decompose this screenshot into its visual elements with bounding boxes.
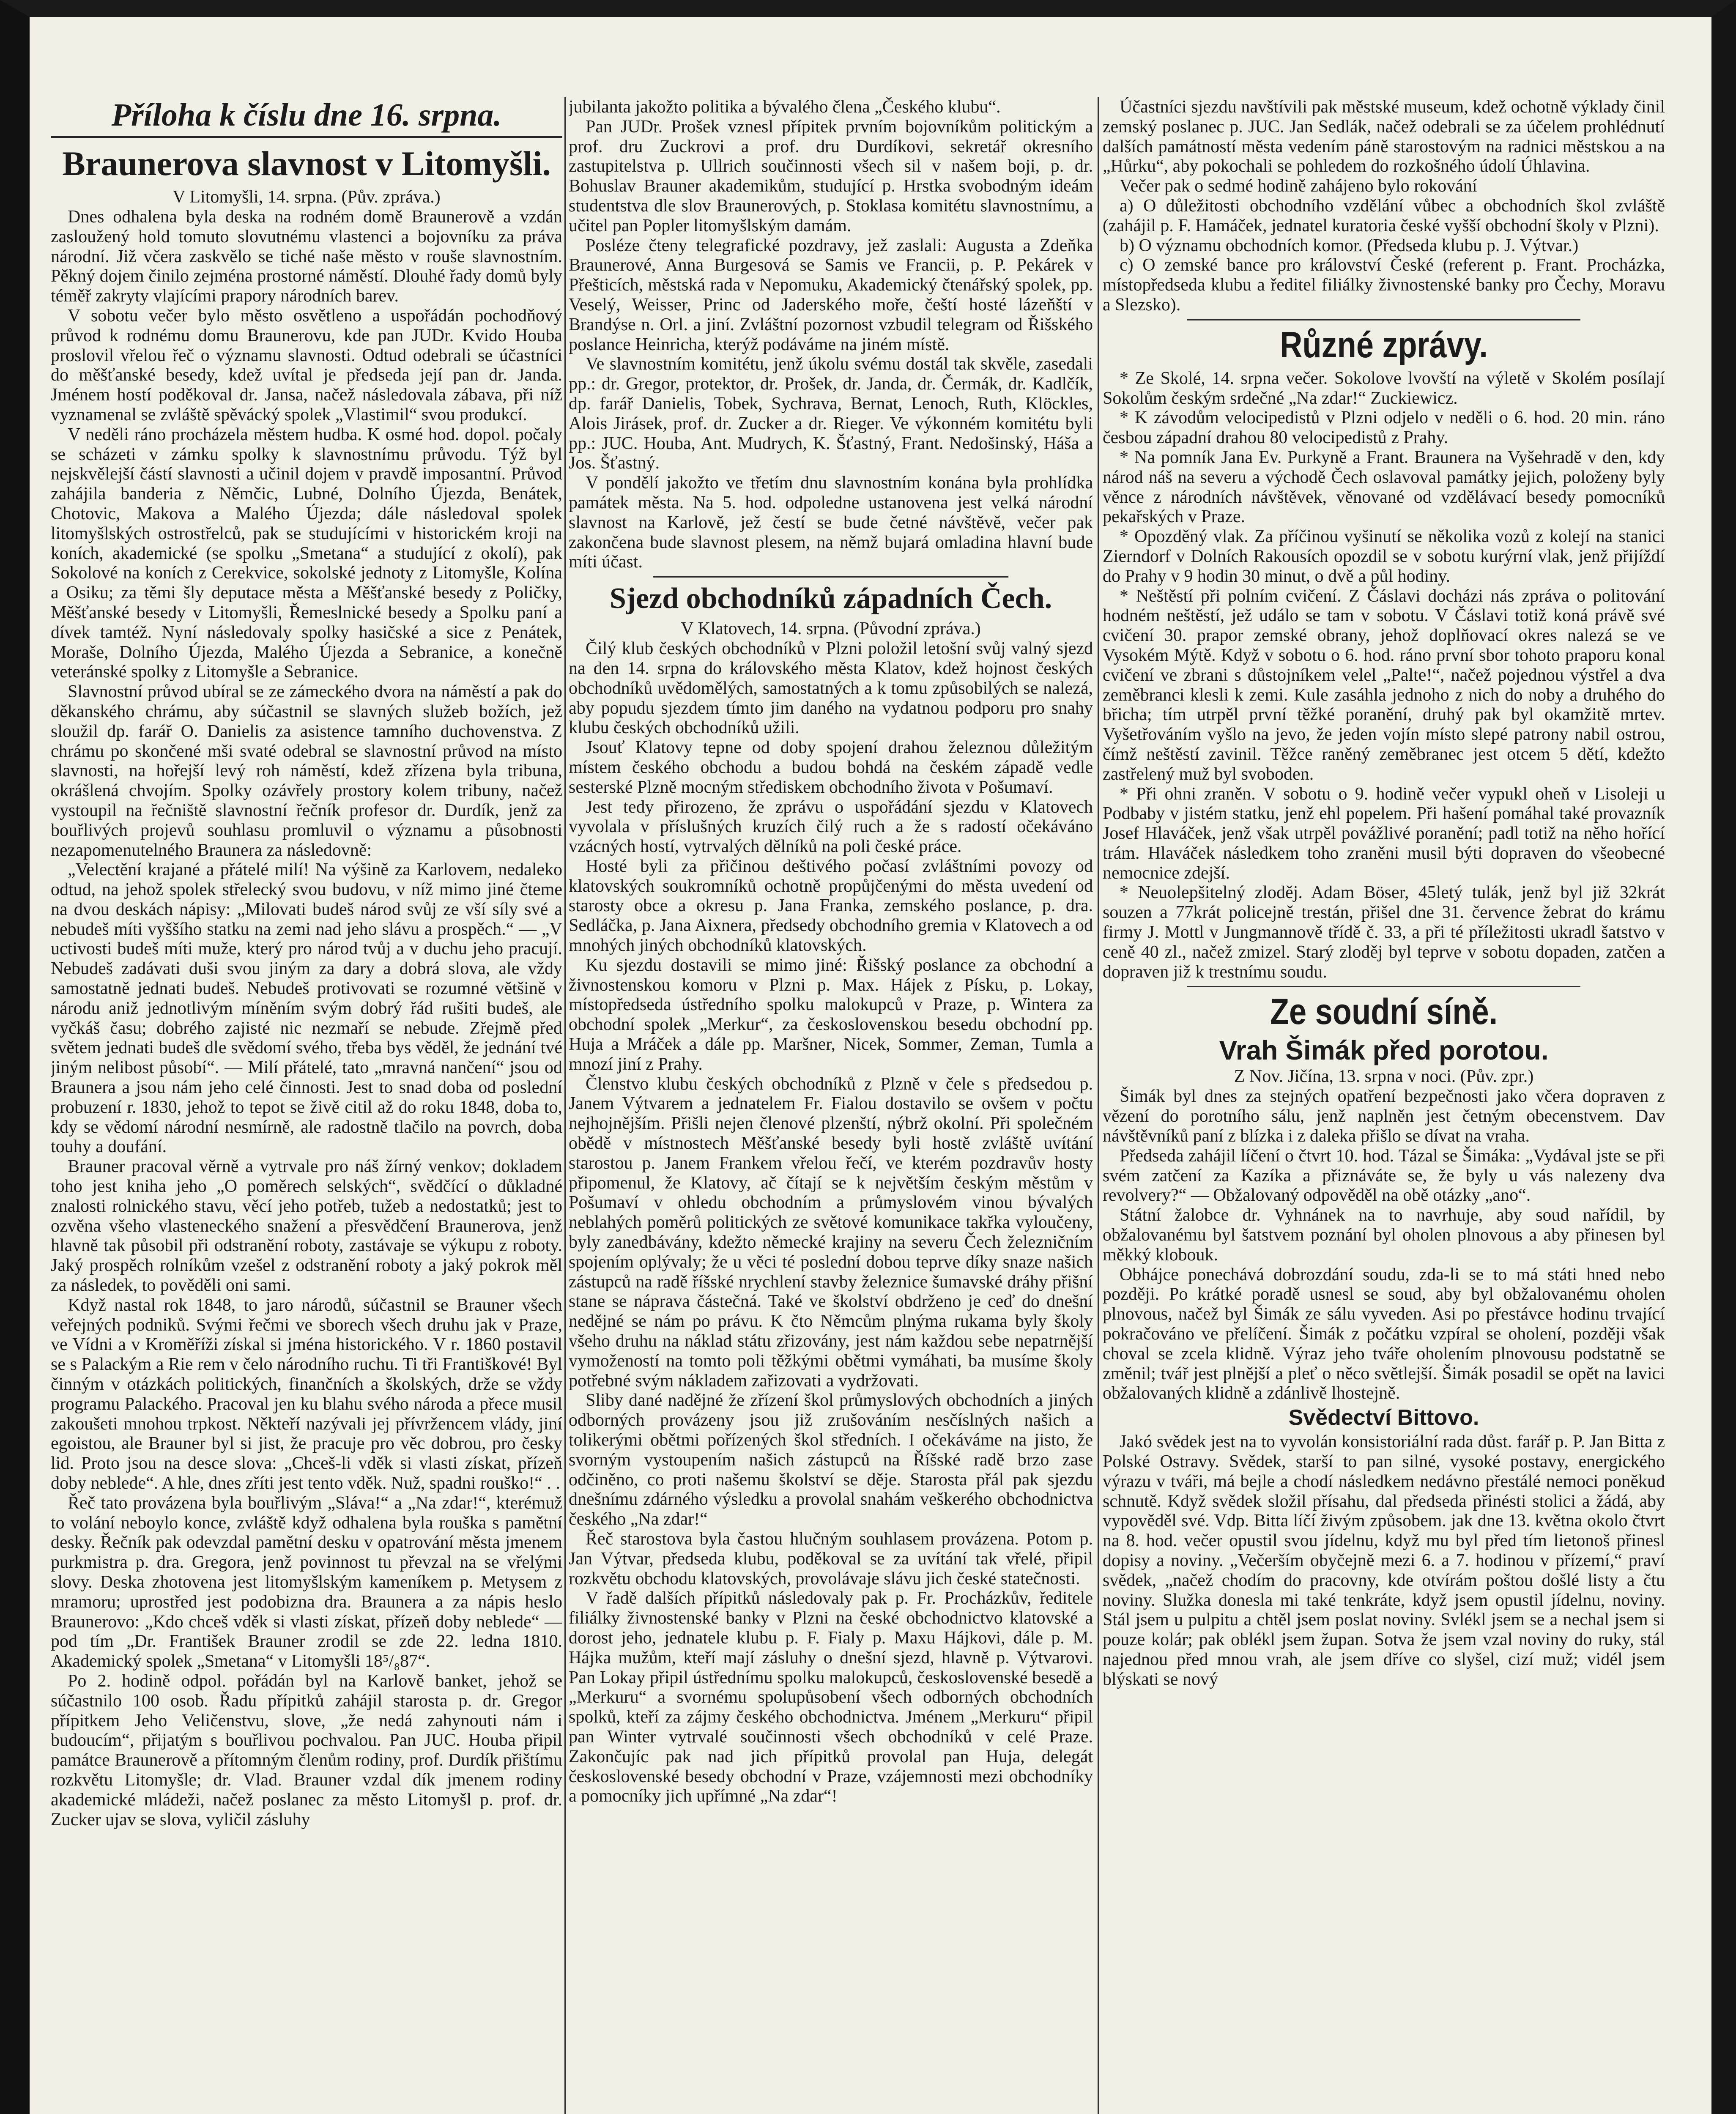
news-item: * Při ohni zraněn. V sobotu o 9. hodině večer vypukl oheň v Lisoleji u Podbaby v jistém statku, jenž ehl popelem. Při hašení pomáhal také provazník Josef Hlaváček, jenž však utrpěl povážlivé poranění; padl totiž na něho hořící trám. Hlaváček následkem toho zraněni musil býti dopraven do všeobecné nemocnice zdejší. [1103, 784, 1665, 883]
paragraph: Dnes odhalena byla deska na rodném domě Braunerově a vzdán zasloužený hold tomuto slovutnému vlastenci a bojovníku za práva národní. Již včera zaskvělo se tiché naše město v rouše slavnostním. Pěkný dojem činilo zejména prostorné náměstí. Dlouhé řady domů byly téměř zakryty vlajícími prapory národních barev. [51, 207, 562, 306]
column-1 [51, 97, 562, 2114]
paragraph: Jsouť Klatovy tepne od doby spojení drahou železnou důležitým místem českého obchodu a budou bohdá na českém západě vedle sesterské Plzně mocným střediskem obchodního života v Pošumaví. [569, 738, 1093, 797]
paragraph: Řeč tato provázena byla bouřlivým „Sláva!“ a „Na zdar!“, kterémuž to volání neboylo konce, zvláště když odhalena byla rouška s pamětní desky. Řečník pak odevzdal pamětní desku v opatrování města jmenem purkmistra p. dra. Gregora, jenž povinnost tu převzal na se vřelými slovy. Deska zhotovena jest litomyšlským kameníkem p. Metysem z mramoru; uprostřed jest podobizna dra. Braunera a za nápis heslo Braunerovo: „Kdo chceš vděk si vlasti získat, přízeň doby neblede“ — pod tím „Dr. František Brauner zrodil se zde 22. ledna 1810. Akademický spolek „Smetana“ v Litomyšli 18⁵/₈87“. [51, 1493, 562, 1671]
paragraph: Čilý klub českých obchodníků v Plzni položil letošní svůj valný sjezd na den 14. srpna do královského města Klatov, kdež hojnost českých obchodníků uvědomělých, samostatných a k tomu způsobilých se nalezá, aby popudu sjezdem tímto jim daného na vydatnou podporu pro snahy klubu českých obchodníků užili. [569, 639, 1093, 738]
article-title-sjezd: Sjezd obchodníků západních Čech. [609, 582, 1052, 615]
paragraph: V řadě dalších přípitků následovaly pak p. Fr. Procházkův, ředitele filiálky živnostenské banky v Plzni na české obchodnictvo klatovské a dorost jeho, jednatele klubu p. F. Fialy p. Maxu Hájkovi, dále p. M. Hájka mužům, kteří mají zásluhy o dnešní sjezd, hlavně p. Výtvarovi. Pan Lokay připil ústřednímu spolku malokupců, československé besedě a „Merkuru“ a svornému spolupůsobení všech odborných obchodních spolků, kteří za zájmy českého obchodnictva. Jménem „Merkuru“ připil pan Winter vytrvalé součinnosti všech obchodníků v celé Praze. Zakončujíc pak nad jich přípitků provolal pan Huja, delegát československé besedy obchodní v Praze, vzájemnosti mezi obchodníky a pomocníky jich upřímné „Na zdar“! [569, 1588, 1093, 1806]
paragraph: Když nastal rok 1848, to jaro národů, súčastnil se Brauner všech veřejných podniků. Svými řečmi ve sborech všech druhu jak v Praze, ve Vídni a v Kroměříži získal si jména historického. V r. 1860 postavil se s Palackým a Rie rem v čelo národního ruchu. Ti tři Františkové! Byl činným v otázkách politických, finančních a školských, drže se vždy programu Palackého. Pracoval jen ku blahu svého národa a přece musil zakoušeti mnohou trpkost. Někteří nazývali jej přívržencem vlády, jiní egoistou, ale Brauner byl si jist, že pracuje pro věc dobrou, pro česky lid. Proto jsou na desce slova: „Chceš-li vděk si vlasti získat, přízeň doby neblede“. A hle, dnes zříti jest tento vděk. Nuž, spadni rouško!“ . . [51, 1295, 562, 1493]
paragraph: Jest tedy přirozeno, že zprávu o uspořádání sjezdu v Klatovech vyvolala v příslušných kruzích čilý ruch a že s radostí očekáváno vzácných hostí, vytrvalých dělníků na poli české práce. [569, 797, 1093, 857]
section-title-news: Různé zprávy. [1280, 324, 1488, 365]
subtitle-bittovo: Svědectví Bittovo. [1288, 1405, 1479, 1430]
paragraph: c) O zemské bance pro království České (referent p. Frant. Procházka, místopředseda klubu a ředitel filiálky živnostenské banky pro Čechy, Moravu a Slezsko). [1103, 255, 1665, 315]
news-item: * K závodům velocipedistů v Plzni odjelo v neděli o 6. hod. 20 min. ráno česbou západní drahou 80 velocipedistů z Prahy. [1103, 408, 1665, 448]
dateline-sjezd: V Klatovech, 14. srpna. (Původní zpráva.) [681, 619, 981, 639]
paragraph: „Velectění krajané a přátelé milí! Na výšině za Karlovem, nedaleko odtud, na jehož spolek střelecký svou budovu, v níž mimo jiné čteme na dvou deskách nápisy: „Milovati budeš národ svůj ze vší síly své a nebudeš míti vyššího statku na zemi nad jeho slávu a prospěch.“ — „V uctivosti budeš míti muže, který pro národ tvůj a v duchu jeho pracují. Nebudeš zadávati duši svou jiným za dary a dobrá slova, ale vždy samostatně jednati budeš. Nebudeš protivovati se rozumné většině v národu aniž jednotlivým míněním svým dobrý řád rušiti budeš, ale vyčkáš času; dobrého zajisté nic nezmaří se nebude. Zřejmě před světem jednati budeš dle svědomí svého, třeba bys věděl, že jednání tvé jiným nelibost působí“. — Milí přátelé, tato „mravná nančení“ jsou od Braunera a jsou nám jeho celé činnosti. Jest to snad doba od poslední probuzení r. 1830, jehož to tepot se živě citil až do roku 1848, doba to, kdy se vědomí národní nesmírně, ale radostně tlačilo na povrch, doba touhy a doufání. [51, 860, 562, 1157]
section-divider [653, 576, 1008, 578]
paragraph: Sliby dané nadějné že zřízení škol průmyslových obchodních a jiných odborných provázeny jsou již zrušováním nesčíslných našich a tolikerými obětmi pořízených škol středních. I očekáváme na jisto, že svorným vystoupením našich zástupců na Říšské radě brzo zase odčiněno, co proti našemu školství se děje. Starosta přál pak sjezdu dnešnímu zdárného výsledku a provolal snahám veškerého obchodnictva českého „Na zdar!“ [569, 1391, 1093, 1529]
dateline-brauner: V Litomyšli, 14. srpna. (Pův. zpráva.) [173, 187, 441, 207]
dateline-simak: Z Nov. Jičína, 13. srpna v noci. (Pův. zpr.) [1234, 1067, 1534, 1087]
paragraph: V sobotu večer bylo město osvětleno a uspořádán pochodňový průvod k rodnému domu Braunerovu, kde pan JUDr. Kvido Houba proslovil vřelou řeč o významu slavnosti. Odtud odebrali se účastníci do měšťanské besedy, kdež uvítal je předseda její pan dr. Janda. Jménem hostí poděkoval dr. Jansa, načež následovala zábava, při níž vyznamenal se zvláště spěvácký spolek „Vlastimil“ svou produkcí. [51, 306, 562, 424]
column-rule [564, 97, 566, 2114]
paragraph: Večer pak o sedmé hodině zahájeno bylo rokování [1120, 176, 1477, 196]
news-item: * Opozděný vlak. Za příčinou vyšinutí se několika vozů z kolejí na stanici Zierndorf v Dolních Rakousích opozdil se v sobotu kurýrní vlak, jenž přijíždí do Prahy v 9 hodin 30 minut, o dvě a půl hodiny. [1103, 527, 1665, 586]
paragraph: Pan JUDr. Prošek vznesl přípitek prvním bojovníkům politickým a prof. dru Zuckrovi a prof. dru Durdíkovi, sekretář okresního zastupitelstva p. Ullrich součinnosti všech sil v našem boji, p. dr. Bohuslav Brauner akademikům, studující p. Hrstka svobodným ideám studentstva dle slov Braunerových, p. Stoklasa komitétu slavnostnímu, a učitel pan Popler litomyšlským damám. [569, 117, 1093, 235]
article-title-simak: Vrah Šimák před porotou. [1219, 1035, 1549, 1066]
column-2 [569, 97, 1093, 2114]
paragraph: Účastníci sjezdu navštívili pak městské museum, kdež ochotně výklady činil zemský poslanec p. JUC. Jan Sedlák, načež odebrali se za účelem prohlédnutí dalších památností města vedením páně starostovým na radnici městskou a na „Hůrku“, aby pokochali se pohledem do rozkošného údolí Úhlavina. [1103, 97, 1665, 176]
paragraph: Posléze čteny telegrafické pozdravy, jež zaslali: Augusta a Zdeňka Braunerové, Anna Burgesová se Samis ve Francii, p. P. Pekárek v Přešticích, městská rada v Nepomuku, Akademický čtenářský spolek, pp. Veselý, Weisser, Princ od Jaderského moře, čeští hosté lázeňští v Brandýse n. Orl. a jiní. Zvláštní pozornost vzbudil telegram od Řišského poslance Heinricha, kterýž podáváme na jiném místě. [569, 235, 1093, 354]
paragraph: a) O důležitosti obchodního vzdělání vůbec a obchodních škol zvláště (zahájil p. F. Hamáček, jednatel kuratoria české vyšší obchodní školy v Plzni). [1103, 196, 1665, 235]
news-item: * Neuolepšitelný zloděj. Adam Böser, 45letý tulák, jenž byl již 32krát souzen a 77krát policejně trestán, přišel dne 31. července žebrat do krámu firmy J. Mottl v Jungmannově třídě č. 33, a při té příležitosti ukradl šatstvo v ceně 40 zl., načež zmizel. Starý zloděj byl teprve v sobotu dopaden, zatčen a dopraven již k trestnímu soudu. [1103, 883, 1665, 982]
news-item: * Neštěstí při polním cvičení. Z Čáslavi docházi nás zpráva o politování hodném neštěstí, jež událo se tam v sobotu. V Čáslavi totiž koná právě své cvičení 30. prapor zemské obrany, jehož doplňovací okres nalezá se ve Vysokém Mýtě. Když v sobotu o 6. hod. ráno první sbor tohoto praporu konal cvičení ve zbrani s důstojníkem velel „Palte!“, načež pojednou výstřel a dva zeměbranci klesli k zemi. Kule zasáhla jednoho z nich do noby a druhého do břicha; tím utrpěl první těžké poranění, druhý pak byl okamžitě mrtev. Vyšetřováním vyšlo na jevo, že jeden vojín místo slepé patrony nabil ostrou, čímž neštěstí zavinil. Těžce raněný zeměbranec jest otcem 5 dětí, kdežto zastřelený muž byl svoboden. [1103, 586, 1665, 784]
section-divider [1187, 986, 1580, 987]
news-item: * Na pomník Jana Ev. Purkyně a Frant. Braunera na Vyšehradě v den, kdy národ náš na severu a východě Čech oslavoval památky jejich, položeny byly věnce z národních návštěvek, věnované od vzdělávací besedy pomocníků pekařských v Praze. [1103, 447, 1665, 527]
supplement-header: Příloha k číslu dne 16. srpna. [111, 97, 502, 133]
paragraph: Brauner pracoval věrně a vytrvale pro náš žírný venkov; dokladem toho jest kniha jeho „O poměrech selských“, svědčící o důkladné znalosti rolnického stavu, věcí jeho potřeb, tužeb a nedostatků; jest to ozvěna všeho vlasteneckého snažení a přesvědčení Braunerova, jenž hlavně tak působil při odstranění roboty, zastávaje se výkupu z roboty. Jaký prospěch rolníkům vzešel z odstranění roboty a jaký pokrok měl za následek, to pověděli oni sami. [51, 1157, 562, 1295]
column-3 [1103, 97, 1665, 2114]
paragraph: Státní žalobce dr. Vyhnánek na to navrhuje, aby soud nařídil, by obžalovanému byl šatstvem poznání byl oholen plnovous a aby přinesen byl měkký klobouk. [1103, 1205, 1665, 1265]
paragraph: jubilanta jakožto politika a bývalého člena „Českého klubu“. [569, 97, 1001, 117]
paragraph: Řeč starostova byla častou hlučným souhlasem provázena. Potom p. Jan Výtvar, předseda klubu, poděkoval se za uvítání tak vřelé, připil rozkvětu obchodu klatovských, provolávaje slávu jich české statečnosti. [569, 1529, 1093, 1588]
column-rule [1098, 97, 1099, 2114]
header-rule [51, 136, 562, 138]
paragraph: Ve slavnostním komitétu, jenž úkolu svému dostál tak skvěle, zasedali pp.: dr. Gregor, protektor, dr. Prošek, dr. Janda, dr. Čermák, dr. Kadlčík, dp. farář Danielis, Tobek, Sychrava, Bernat, Lenoch, Ruth, Klöckles, Alois Jirásek, prof. dr. Zucker a dr. Rieger. Ve výkonném komitétu byli pp.: JUC. Houba, Ant. Mudrych, K. Šťastný, Frant. Nedošinský, Háša a Jos. Šťastný. [569, 354, 1093, 473]
paragraph: b) O významu obchodních komor. (Předseda klubu p. J. Výtvar.) [1120, 235, 1579, 255]
section-divider [1187, 319, 1580, 320]
paragraph: V neděli ráno procházela městem hudba. K osmé hod. dopol. počaly se scházeti v zámku spolky k slavnostnímu průvodu. Týž byl nejskvělejší částí slavnosti a učinil dojem v pravdě imposantní. Průvod zahájila banderia z Němčic, Lubné, Dolního Újezda, Benátek, Chotovic, Makova a Malého Újezda; dále následoval spolek litomyšlských ostrostřelců, pak se studujícími v historickém kroji na koních, akademické (se spolku „Smetana“ a studující z okolí), pak Sokolové na koních z Cerekvice, sokolské jednoty z Litomyšle, Kolína a Osiku; za těmi šly deputace města a Měšťanské besedy z Poličky, Měšťanské besedy v Litomyšli, Řemeslnické besedy a Spolku paní a dívek tamtéž. Nyní následovaly spolky hasičské a sice z Penátek, Moraše, Dolního Újezda, Malého Újezda a Sebranice, a konečně veteránské spolky z Litomyšle a Sebranice. [51, 424, 562, 682]
paragraph: Slavnostní průvod ubíral se ze zámeckého dvora na náměstí a pak do děkanského chrámu, aby súčastnil se slavných služeb božích, jež sloužil dp. farář O. Danielis za asistence tamního duchovenstva. Z chrámu po skončené mši svaté odebral se slavnostní průvod na místo slavnosti, na hořejší levý roh náměstí, kdež zřízena byla tribuna, okrášlená chvojím. Spolky ozávřely prostory kolem tribuny, načež vystoupil na řečniště slavnostní řečník profesor dr. Durdík, jenž za bouřlivých projevů souhlasu promluvil o významu a působnosti nezapomenutelného Braunera za následovně: [51, 682, 562, 860]
paragraph: Ku sjezdu dostavili se mimo jiné: Řišský poslance za obchodní a živnostenskou komoru v Plzni p. Max. Hájek z Písku, p. Lokay, místopředseda ústředního spolku malokupců v Praze, p. Wintera za obchodní spolek „Merkur“, za československou besedu obchodní pp. Huja a Mráček a dále pp. Maršner, Nicek, Sommer, Zeman, Tumla a mnozí jiní z Prahy. [569, 955, 1093, 1074]
news-item: * Ze Skolé, 14. srpna večer. Sokolove lvovští na výletě v Skolém posílají Sokolům českým srdečné „Na zdar!“ Zuckiewicz. [1103, 368, 1665, 408]
paragraph: Členstvo klubu českých obchodníků z Plzně v čele s předsedou p. Janem Výtvarem a jednatelem Fr. Fialou dostavilo se ovšem v počtu nejhojnějším. Přišli nejen členové plzenští, nýbrž okolní. Při společném obědě v místnostech Měšťanské besedy byli hostě zvláště uvítání starostou p. Janem Frankem vřelou řečí, ve kterém pozdravův hosty připomenul, že Klatovy, ač čítají se k největším českým městům v Pošumaví v ohledu obchodním a průmyslovém vinou bývalých neblahých poměrů politických ze světové komunikace takřka vyloučeny, byly zanedbávány, kdežto německé krajiny na severu Čech železničním spojením oplývaly; že u věci té poslední dobou teprve díky snaze našich zástupců na radě říšské nrychlení stavby železnice šumavské dráhy přišní stane se náprava částečná. Také ve školství obdrženo je ceď do dnešní nedějné se nám po právu. K čto Němcům plnýma rukama byly školy všeho druhu na náklad státu zřizovány, jest nám každou sebe nepatrnější vymožeností na tomto poli těžkými obětmi vymáhati, ba musíme školy potřebné svým nákladem zařizovati a vydržovati. [569, 1074, 1093, 1391]
paragraph: Po 2. hodině odpol. pořádán byl na Karlově banket, jehož se súčastnilo 100 osob. Řadu přípitků zahájil starosta p. dr. Gregor přípitkem Jeho Veličenstvu, slove, „že nedá zahynouti nám i budoucím“, přijatým s bouřlivou pochvalou. Pan JUC. Houba připil památce Braunerově a přítomným členům rodiny, prof. Durdík přištímu rozkvětu Litomyšle; dr. Vlad. Brauner vzdal dík jmenem rodiny akademické mládeži, načež poslanec za město Litomyšl p. prof. dr. Zucker ujav se slova, vyličil zásluhy [51, 1671, 562, 1829]
section-title-court: Ze soudní síně. [1270, 991, 1498, 1032]
paragraph: Obhájce ponechává dobrozdání soudu, zda-li se to má státi hned nebo později. Po krátké poradě usnesl se soud, aby byl obžalovanému oholen plnovous, načež byl Šimák ze sálu vyveden. Asi po přestávce hodinu trvající pokračováno ve přelíčení. Šimák z počátku vzpíral se oholení, později však choval se zcela klidně. Výraz jeho tváře oholením plnovousu podstatně se změnil; tvář jest plnější a pleť o něco světlejší. Šimák posadil se opět na lavici obžalovaných klidně a zdánlivě lhostejně. [1103, 1265, 1665, 1403]
paragraph: Šimák byl dnes za stejných opatření bezpečnosti jako včera dopraven z vězení do porotního sálu, jenž naplněn jest četným obecenstvem. Dav návštěvníků paní z blízka i z daleka přišlo se dívat na vraha. [1103, 1087, 1665, 1146]
article-title-brauner: Braunerova slavnost v Litomyšli. [62, 144, 551, 183]
paragraph: V pondělí jakožto ve třetím dnu slavnostním konána byla prohlídka památek města. Na 5. hod. odpoledne ustanovena jest velká národní slavnost na Karlově, jež čestí se bude četné návštěvě, večer pak zakončena bude slavnost plesem, na němž bujará omladina hlavní bude míti účast. [569, 473, 1093, 572]
paragraph: Předseda zahájil líčení o čtvrt 10. hod. Tázal se Šimáka: „Vydával jste se při svém zatčení za Kazíka a přiznáváte se, že byly u vás nalezeny dva revolvery?“ — Obžalovaný odpověděl na obě otázky „ano“. [1103, 1146, 1665, 1205]
paragraph: Jakó svědek jest na to vyvolán konsistoriální rada důst. farář p. P. Jan Bitta z Polské Ostravy. Svědek, starší to pan silné, vysoké postavy, energického výrazu v tváři, má bejle a chodí následkem nedávno přestálé nemoci poněkud schnutě. Když svědek složil přísahu, dal předseda přinésti stolici a žádá, aby vypověděl své. Vdp. Bitta líčí živým způsobem. jak dne 13. května okolo čtvrt na 8. hod. večer opustil svou jídelnu, když mu byl před tím lietonoš přinesl dopisy a noviny. „Večerším obyčejně mezi 6. a 7. hodinou v přízemí,“ praví svědek, „načež chodím do pracovny, kde otvírám poštou došlé listy a čtu noviny. Služka donesla mi také tenkráte, když jsem opustil jídelnu, noviny. Stál jsem u pulpitu a chtěl jsem poslat noviny. Svlékl jsem se a nechal jsem si pouze kolár; pak oblékl jsem župan. Sotva že jsem vzal noviny do ruky, stál najednou před mnou vrah, ale jsem dříve co slyšel, cizí muž; vidél jsem blýskati se nový [1103, 1432, 1665, 1689]
paragraph: Hosté byli za přičinou deštivého počasí zvláštními povozy od klatovských soukromníků ochotně propůjčenými do města uvedení od starosty obce a okresu p. Jana Franka, zemského poslance, p. dra. Sedláčka, p. Jana Aixnera, předsedy obchodního gremia v Klatovech a od mnohých jiných obchodníků klatovských. [569, 856, 1093, 956]
